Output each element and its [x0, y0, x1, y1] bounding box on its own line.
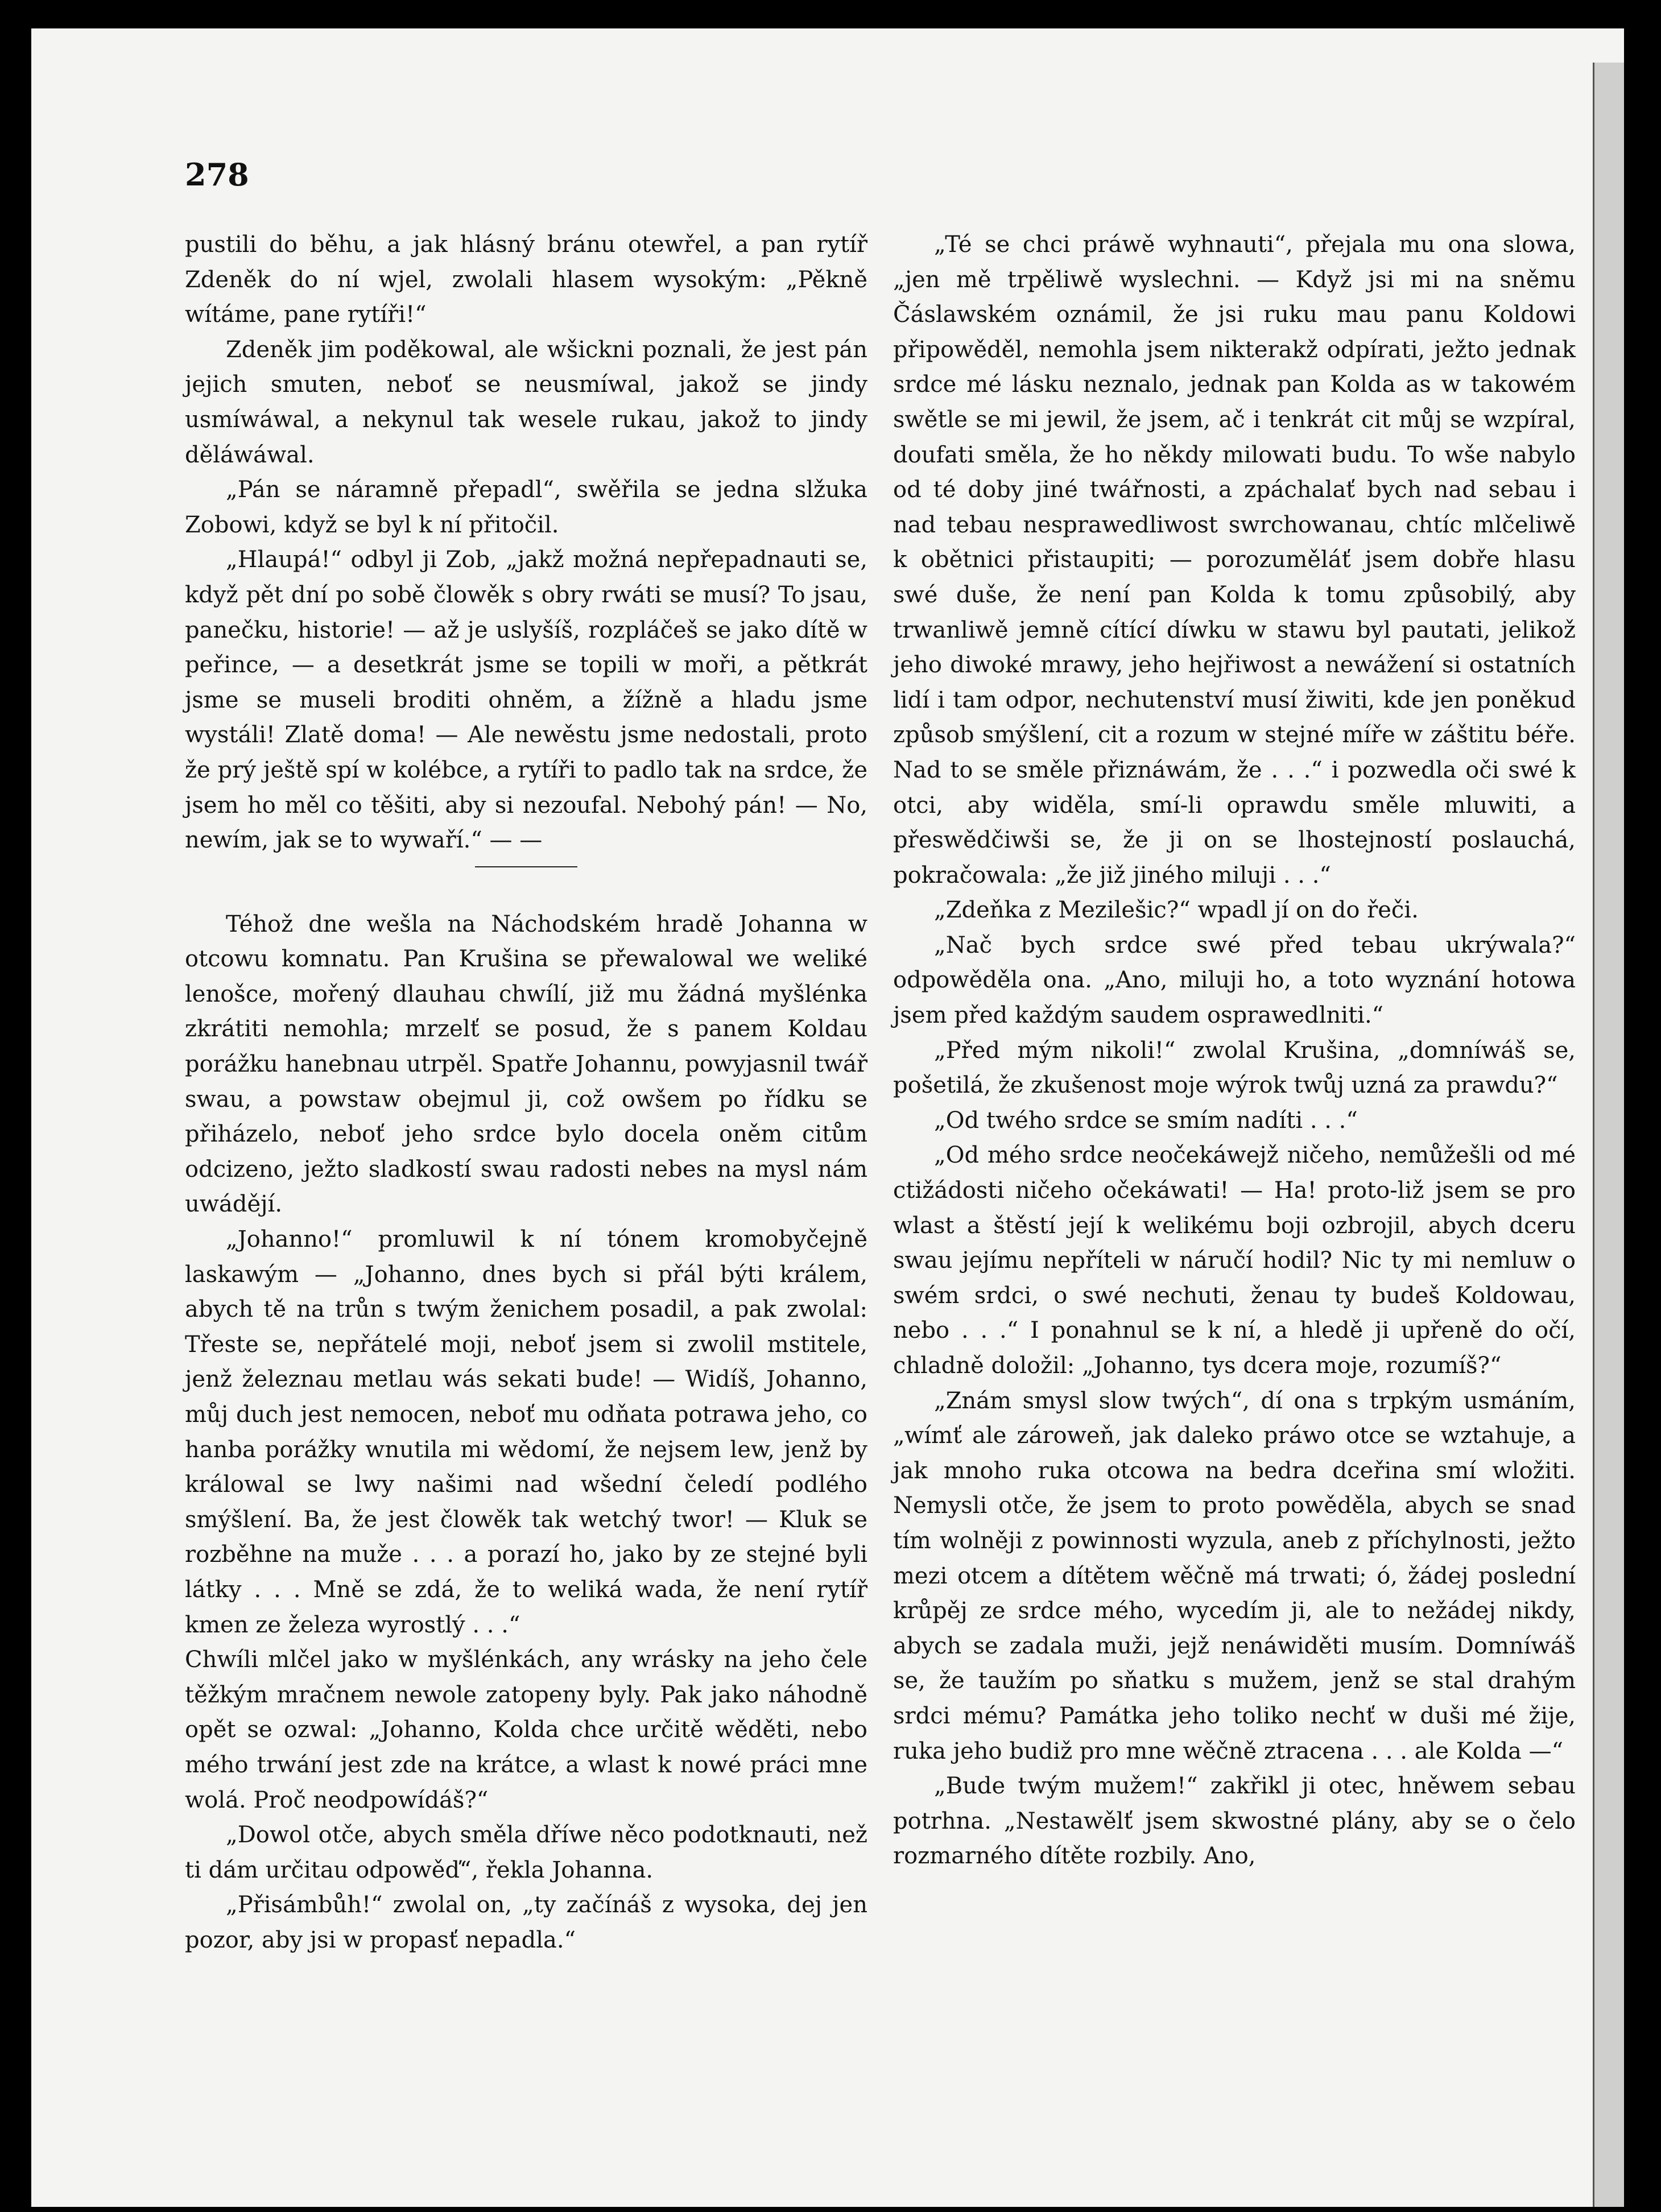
section-divider [475, 866, 577, 867]
paragraph: „Od mého srdce neočekáwejž ničeho, nemůžešli od mé ctižádosti ničeho očekáwati! — Ha! proto-liž jsem se pro wlast a štěstí její k welikému boji ozbrojil, abych dceru swau jejímu nepříteli w náručí hodil? Nic ty mi nemluw o swém srdci, o swé nechuti, ženau ty budeš Koldowau, nebo . . .“ I ponahnul se k ní, a hledě ji upřeně do očí, chladně doložil: „Johanno, tys dcera moje, rozumíš?“ [893, 1142, 1576, 1379]
right-text-column [893, 228, 1576, 1874]
paragraph: „Od twého srdce se smím nadíti . . .“ [934, 1107, 1358, 1134]
paragraph: „Nač bych srdce swé před tebau ukrýwala?“ odpowěděla ona. „Ano, miluji ho, a toto wyznání hotowa jsem před každým saudem osprawedlniti.“ [893, 932, 1576, 1029]
paragraph: „Přisámbůh!“ zwolal on, „ty začínáš z wysoka, dej jen pozor, aby jsi w propasť nepadla.“ [185, 1892, 867, 1953]
paragraph: „Před mým nikoli!“ zwolal Krušina, „domníwáš se, pošetilá, že zkušenost moje wýrok twůj uzná za prawdu?“ [893, 1037, 1576, 1099]
paragraph: „Bude twým mužem!“ zakřikl ji otec, hněwem sebau potrhna. „Nestawělť jsem skwostné plány, aby se o čelo rozmarného dítěte rozbily. Ano, [893, 1773, 1576, 1870]
adjacent-page-edge [1593, 63, 1624, 2207]
paragraph: Téhož dne wešla na Náchodském hradě Johanna w otcowu komnatu. Pan Krušina se přewalowal we weliké lenošce, mořený dlauhau chwílí, již mu žádná myšlénka zkrátiti nemohla; mrzelť se posud, že s panem Koldau porážku hanebnau utrpěl. Spatře Johannu, powyjasnil twář swau, a powstaw obejmul ji, což owšem po řídku se přiházelo, neboť jeho srdce bylo docela oněm citům odcizeno, ježto sladkostí swau radosti nebes na mysl nám uwádějí. [185, 911, 867, 1218]
page-number: 278 [185, 156, 249, 193]
paragraph: „Johanno!“ promluwil k ní tónem kromobyčejně laskawým — „Johanno, dnes bych si přál býti králem, abych tě na trůn s twým ženichem posadil, a pak zwolal: Třeste se, nepřátelé moji, neboť jsem si zwolil mstitele, jenž železnau metlau wás sekati bude! — Widíš, Johanno, můj duch jest nemocen, neboť mu odňata potrawa jeho, co hanba porážky wnutila mi wědomí, že nejsem lew, jenž by králowal se lwy našimi nad wšední čeledí podlého smýšlení. Ba, že jest člowěk tak wetchý twor! — Kluk se rozběhne na muže . . . a porazí ho, jako by ze stejné byli látky . . . Mně se zdá, že to weliká wada, že není rytíř kmen ze železa wyrostlý . . .“ [185, 1226, 867, 1638]
left-text-column [185, 228, 867, 1958]
paragraph: Zdeněk jim poděkowal, ale wšickni poznali, že jest pán jejich smuten, neboť se neusmíwal, jakož se jindy usmíwáwal, a nekynul tak wesele rukau, jakož to jindy děláwáwal. [185, 336, 867, 468]
paragraph: „Té se chci práwě wyhnauti“, přejala mu ona slowa, „jen mě trpěliwě wyslechni. — Když jsi mi na sněmu Čáslawském oznámil, že jsi ruku mau panu Koldowi připowěděl, nemohla jsem nikterakž odpírati, ježto jednak srdce mé lásku neznalo, jednak pan Kolda as w takowém swětle se mi jewil, že jsem, ač i tenkrát cit můj se wzpíral, doufati směla, že ho někdy milowati budu. To wše nabylo od té doby jiné twářnosti, a zpáchalať bych nad sebau i nad tebau nesprawedliwost swrchowanau, chtíc mlčeliwě k obětnici přistaupiti; — porozuměláť jsem dobře hlasu swé duše, že není pan Kolda k tomu způsobilý, aby trwanliwě jemně cítící díwku w stawu byl pautati, jelikož jeho diwoké mrawy, jeho hejřiwost a newážení si ostatních lidí i tam odpor, nechutenství musí žiwiti, kde jen poněkud způsob smýšlení, cit a rozum w stejné míře w záštitu béře. Nad to se směle přiznáwám, že . . .“ i pozwedla oči swé k otci, aby widěla, smí-li oprawdu směle mluwiti, a přeswědčiwši se, že ji on se lhostejností poslauchá, pokračowala: „že již jiného miluji . . .“ [893, 231, 1576, 888]
paragraph: „Zdeňka z Mezilešic?“ wpadl jí on do řeči. [934, 897, 1419, 924]
paragraph: pustili do běhu, a jak hlásný bránu otewřel, a pan rytíř Zdeněk do ní wjel, zwolali hlasem wysokým: „Pěkně wítáme, pane rytíři!“ [185, 231, 867, 328]
paragraph: „Dowol otče, abych směla dříwe něco podotknauti, než ti dám určitau odpowěď“, řekla Johanna. [185, 1822, 867, 1883]
paragraph: „Znám smysl slow twých“, dí ona s trpkým usmáním, „wímť ale zároweň, jak daleko práwo otce se wztahuje, a jak mnoho ruka otcowa na bedra dceřina smí wložiti. Nemysli otče, že jsem to proto powěděla, abych se snad tím wolněji z powinnosti wyzula, aneb z příchylnosti, ježto mezi otcem a dítětem wěčně má trwati; ó, žádej poslední krůpěj ze srdce mého, wycedím ji, ale to nežádej nikdy, abych se zadala muži, jejž nenáwiděti musím. Domníwáš se, že taužím po sňatku s mužem, jenž se stal drahým srdci mému? Památka jeho toliko nechť w duši mé žije, ruka jeho budiž pro mne wěčně ztracena . . . ale Kolda —“ [893, 1387, 1576, 1764]
paragraph: „Pán se náramně přepadl“, swěřila se jedna slžuka Zobowi, když se byl k ní přitočil. [185, 477, 867, 538]
paragraph: Chwíli mlčel jako w myšlénkách, any wrásky na jeho čele těžkým mračnem newole zatopeny byly. Pak jako náhodně opět se ozwal: „Johanno, Kolda chce určitě wěděti, nebo mého trwání jest zde na krátce, a wlast k nowé práci mne wolá. Proč neodpowídáš?“ [185, 1647, 867, 1813]
book-page [31, 28, 1624, 2207]
paragraph: „Hlaupá!“ odbyl ji Zob, „jakž možná nepřepadnauti se, když pět dní po sobě člowěk s obry rwáti se musí? To jsau, panečku, historie! — až je uslyšíš, rozpláčeš se jako dítě w peřince, — a desetkrát jsme se topili w moři, a pětkrát jsme se museli broditi ohněm, a žížně a hladu jsme wystáli! Zlatě doma! — Ale newěstu jsme nedostali, proto že prý ještě spí w kolébce, a rytíři to padlo tak na srdce, že jsem ho měl co těšiti, aby si nezoufal. Nebohý pán! — No, newím, jak se to wywaří.“ — — [185, 547, 867, 854]
